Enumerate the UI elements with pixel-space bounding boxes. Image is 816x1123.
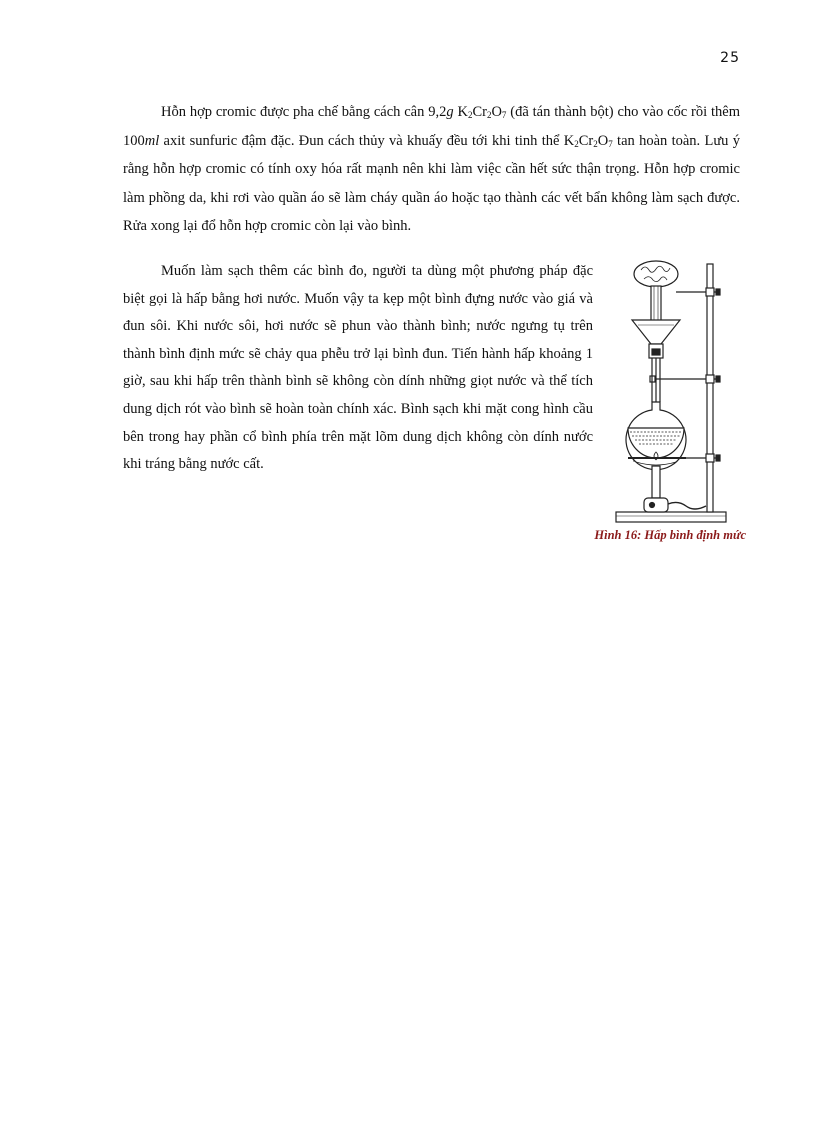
text-run: (đã tán thành bột) cho vào cốc rồi thêm 100	[123, 104, 740, 149]
formula-potassium-dichromate: $K_2Cr_2O_7$	[457, 104, 507, 120]
steaming-apparatus-figure	[608, 252, 738, 530]
text-run: Hỗn hợp cromic được pha chế bằng cách cân 9,2	[161, 104, 447, 120]
stand-base	[616, 512, 726, 522]
paragraph-cromic-mixture	[123, 98, 740, 241]
text-run: axit sunfuric đậm đặc. Đun cách thủy và khuấy đều tới khi tinh thể	[159, 132, 564, 149]
unit-ml: ml	[144, 132, 160, 149]
figure-caption: Hình 16: Hấp bình định mức	[594, 528, 746, 542]
formula-potassium-dichromate: $K_2Cr_2O_7$	[563, 132, 613, 149]
funnel	[632, 320, 680, 344]
text-run: tan hoàn toàn. Lưu ý rằng hỗn hợp cromic có tính oxy hóa rất mạnh nên khi làm việc cần hết sức thận trọng. Hỗn hợp cromic làm phồng da, khi rơi vào quần áo sẽ làm cháy quần áo hoặc tạo thành các vết bẩn không làm sạch được. Rửa xong lại đổ hỗn hợp cromic còn lại vào bình.	[123, 132, 740, 234]
paragraph-steam-cleaning: Muốn làm sạch thêm các bình đo, người ta dùng một phương pháp đặc biệt gọi là hấp bằng hơi nước. Muốn vậy ta kẹp một bình đựng nước vào giá và đun sôi. Khi nước sôi, hơi nước sẽ phun vào thành bình; nước ngưng tụ trên thành bình định mức sẽ chảy qua phễu trở lại bình đun. Tiến hành hấp khoảng 1 giờ, sau khi hấp trên thành bình sẽ không còn dính những giọt nước và thể tích dung dịch rót vào bình sẽ hoàn toàn chính xác. Bình sạch khi mặt cong hình cầu bên trong hay phần cổ bình phía trên mặt lõm dung dịch không còn dính nước khi tráng bằng nước cất.	[123, 263, 593, 473]
unit-gram: g	[446, 104, 454, 120]
gas-hose	[668, 502, 706, 509]
burner	[652, 466, 660, 498]
stand-rod	[707, 264, 713, 512]
page-number: 25	[720, 50, 740, 66]
volumetric-flask	[634, 261, 678, 287]
